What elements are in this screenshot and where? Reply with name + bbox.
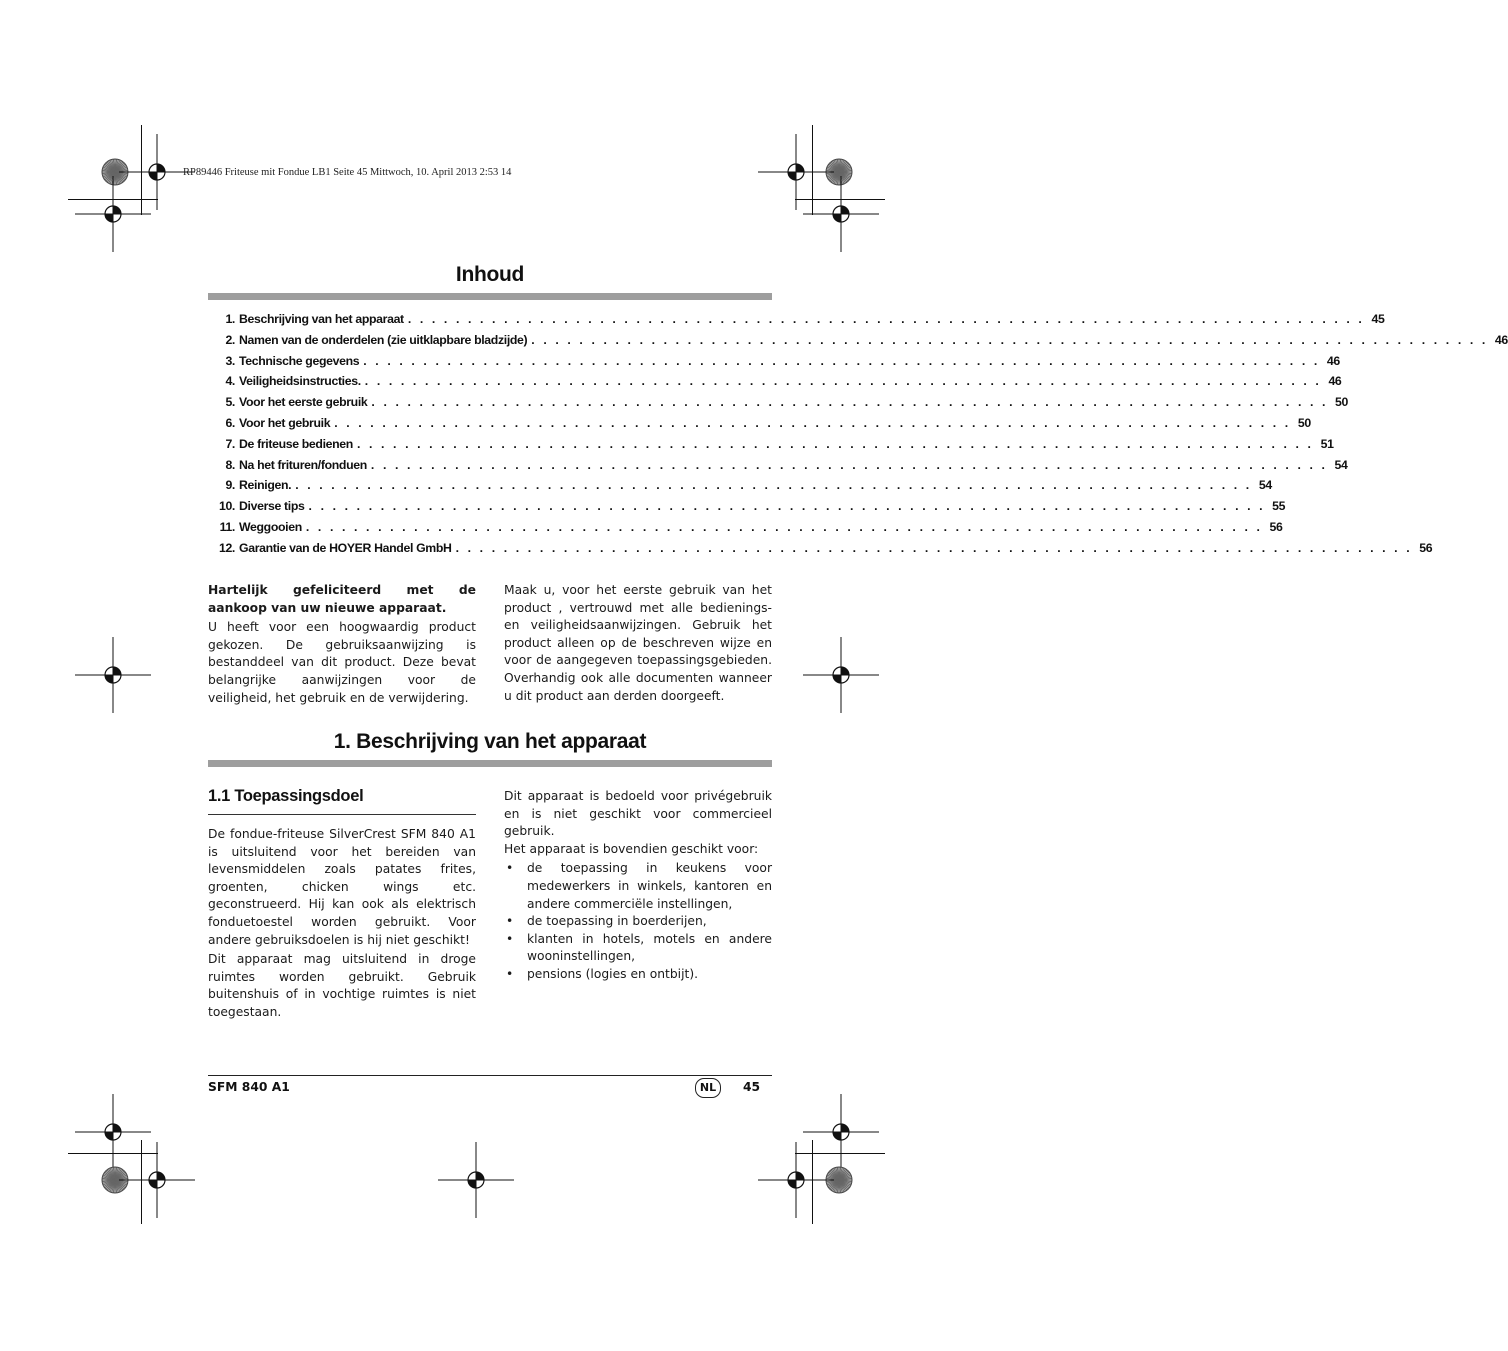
list-item [504, 966, 772, 984]
list-item [504, 860, 772, 913]
toc-leader-dots: . . . . . . . . . . . . . . . . . . . . . . . . . . . . . . . . . . . . . . . . . . . . . . . . . . . . . . . . . . . . . . . . . . . . . . . . . . . . . . . . [356, 436, 1314, 451]
toc-title-rule [208, 293, 772, 300]
toc-entry-number: 8. [225, 457, 235, 472]
toc-leader-dots: . . . . . . . . . . . . . . . . . . . . . . . . . . . . . . . . . . . . . . . . . . . . . . . . . . . . . . . . . . . . . . . . . . . . . . . . . . . . . . . . [334, 415, 1291, 430]
toc-entry-title: Veiligheidsinstructies. [239, 374, 361, 389]
page-number: 45 [743, 1080, 761, 1094]
toc-entry [208, 499, 1286, 520]
bullet-icon: • [506, 966, 514, 981]
subsection-rule [208, 814, 476, 815]
registration-crosshair-icon [73, 635, 153, 715]
toc-entry-page: 45 [1371, 312, 1385, 326]
toc-entry-title: Voor het gebruik [239, 415, 331, 430]
list-item [504, 931, 772, 966]
toc-entry-page: 46 [1328, 374, 1342, 389]
footer-rule [208, 1075, 772, 1076]
toc-entry [208, 540, 1433, 562]
toc-entry [208, 374, 1342, 395]
toc-entry [208, 395, 1349, 416]
toc-entry [208, 436, 1334, 458]
toc-entry-number: 6. [225, 415, 235, 430]
crop-mark [795, 199, 885, 200]
intro-right-column [504, 582, 772, 707]
paragraph: Dit apparaat is bedoeld voor privégebruik en is niet geschikt voor commercieel gebruik. [504, 789, 772, 839]
intro-left-text: U heeft voor een hoogwaardig product gekozen. De gebruiksaanwijzing is bestanddeel van dit product. Deze bevat belangrijke aanwijzingen voor de veiligheid, het gebruik en de verwijdering. [208, 620, 476, 705]
toc-entry-title: Technische gegevens [239, 353, 360, 368]
toc-entry-number: 3. [225, 353, 235, 368]
toc-entry-page: 56 [1269, 519, 1283, 534]
bullet-icon: • [506, 931, 514, 946]
toc-entry [208, 312, 1385, 333]
registration-crosshair-icon [436, 1140, 516, 1220]
list-item-text: klanten in hotels, motels en andere wooninstellingen, [527, 931, 772, 964]
crop-mark [68, 1153, 158, 1154]
toc-entry-number: 2. [225, 332, 235, 347]
section-title-rule [208, 760, 772, 767]
toc-leader-dots: . . . . . . . . . . . . . . . . . . . . . . . . . . . . . . . . . . . . . . . . . . . . . . . . . . . . . . . . . . . . . . . . . . . . . . . . . . . . . . . . [305, 519, 1263, 534]
bullet-list [504, 860, 772, 983]
crop-mark [795, 1153, 885, 1154]
toc-entry-title: Reinigen. [239, 478, 292, 493]
toc-entry-number: 7. [225, 436, 235, 451]
toc-leader-dots: . . . . . . . . . . . . . . . . . . . . . . . . . . . . . . . . . . . . . . . . . . . . . . . . . . . . . . . . . . . . . . . . . . . . . . . . . . . . . . . . [295, 478, 1252, 493]
toc-entry [208, 478, 1272, 499]
registration-crosshair-icon [801, 174, 881, 254]
toc-entry-page: 50 [1335, 395, 1349, 410]
toc-entry [208, 457, 1348, 479]
paragraph: Dit apparaat mag uitsluitend in droge ruimtes worden gebruikt. Gebruik buitenshuis of in vochtige ruimtes is niet toegestaan. [208, 952, 476, 1019]
toc-entry-title: Voor het eerste gebruik [239, 395, 368, 410]
toc-entry [208, 332, 1508, 354]
table-of-contents [208, 312, 1508, 562]
registration-crosshair-icon [801, 635, 881, 715]
intro-heading: Hartelijk gefeliciteerd met de aankoop van uw nieuwe apparaat. [208, 583, 476, 615]
toc-entry-page: 54 [1258, 478, 1272, 493]
toc-entry-title: Beschrijving van het apparaat [239, 312, 404, 326]
language-badge: NL [695, 1078, 721, 1098]
list-item-text: pensions (logies en ontbijt). [527, 966, 699, 981]
paragraph: De fondue-friteuse SilverCrest SFM 840 A1 is uitsluitend voor het bereiden van levensmiddelen zoals patates frites, groenten, chicken wings etc. geconstrueerd. Hij kan ook als elektrisch fonduetoestel worden gebruikt. Voor andere gebruiksdoelen is hij niet geschikt! [208, 827, 476, 947]
crop-mark [68, 199, 158, 200]
toc-entry-page: 54 [1334, 457, 1348, 472]
toc-entry-number: 10. [218, 499, 235, 514]
bullet-icon: • [506, 914, 514, 929]
toc-entry-number: 1. [225, 312, 235, 326]
footer-model: SFM 840 A1 [208, 1080, 290, 1094]
list-item-text: de toepassing in keukens voor medewerkers in winkels, kantoren en andere commerciële instellingen, [527, 861, 772, 911]
toc-entry [208, 519, 1283, 541]
crop-mark [812, 125, 813, 215]
toc-entry-page: 51 [1320, 436, 1334, 451]
toc-entry-title: Na het frituren/fonduen [239, 457, 367, 472]
toc-entry-number: 12. [218, 540, 235, 555]
section-left-column [208, 826, 476, 1024]
toc-leader-dots: . . . . . . . . . . . . . . . . . . . . . . . . . . . . . . . . . . . . . . . . . . . . . . . . . . . . . . . . . . . . . . . . . . . . . . . . . . . . . . . . [370, 457, 1328, 472]
crop-mark [141, 125, 142, 215]
toc-entry-number: 9. [225, 478, 235, 493]
bullet-icon: • [506, 861, 514, 876]
toc-leader-dots: . . . . . . . . . . . . . . . . . . . . . . . . . . . . . . . . . . . . . . . . . . . . . . . . . . . . . . . . . . . . . . . . . . . . . . . . . . . . . . . . [371, 395, 1329, 410]
toc-entry-title: De friteuse bedienen [239, 436, 353, 451]
paragraph: Het apparaat is bovendien geschikt voor: [504, 841, 759, 856]
toc-entry-title: Namen van de onderdelen (zie uitklapbare bladzijde) [239, 332, 528, 347]
toc-leader-dots: . . . . . . . . . . . . . . . . . . . . . . . . . . . . . . . . . . . . . . . . . . . . . . . . . . . . . . . . . . . . . . . . . . . . . . . . . . . . . . . . [455, 540, 1413, 555]
toc-entry-number: 5. [225, 395, 235, 410]
toc-entry-page: 56 [1419, 540, 1433, 555]
registration-crosshair-icon [117, 1140, 197, 1220]
toc-title: Inhoud [455, 263, 525, 286]
list-item [504, 913, 772, 931]
toc-entry-title: Garantie van de HOYER Handel GmbH [239, 540, 452, 555]
toc-leader-dots: . . . . . . . . . . . . . . . . . . . . . . . . . . . . . . . . . . . . . . . . . . . . . . . . . . . . . . . . . . . . . . . . . . . . . . . . . . . . . . . . [363, 353, 1320, 368]
toc-entry-page: 46 [1494, 332, 1508, 347]
print-info-line: RP89446 Friteuse mit Fondue LB1 Seite 45 Mittwoch, 10. April 2013 2:53 14 [183, 167, 512, 178]
toc-entry [208, 353, 1340, 375]
toc-entry-title: Diverse tips [239, 499, 305, 514]
toc-entry-title: Weggooien [239, 519, 302, 534]
list-item-text: de toepassing in boerderijen, [527, 914, 707, 929]
toc-leader-dots: . . . . . . . . . . . . . . . . . . . . . . . . . . . . . . . . . . . . . . . . . . . . . . . . . . . . . . . . . . . . . . . . . . . . . . . . . . . . . . . . [531, 332, 1488, 347]
section-title: 1. Beschrijving van het apparaat [333, 730, 647, 753]
section-right-column [504, 788, 772, 984]
toc-entry-number: 11. [219, 519, 235, 534]
toc-leader-dots: . . . . . . . . . . . . . . . . . . . . . . . . . . . . . . . . . . . . . . . . . . . . . . . . . . . . . . . . . . . . . . . . . . . . . . . . . . . . . . . . [308, 499, 1266, 514]
subsection-title: 1.1 Toepassingsdoel [208, 787, 364, 805]
intro-right-text: Maak u, voor het eerste gebruik van het product , vertrouwd met alle bedienings- en veiligheidsaanwijzingen. Gebruik het product alleen op de beschreven wijze en voor de aangegeven toepassingsgebieden. Overhandig ook alle documenten wanneer u dit product aan derden doorgeeft. [504, 583, 772, 703]
toc-entry-number: 4. [225, 374, 235, 389]
toc-entry-page: 46 [1326, 353, 1340, 368]
toc-leader-dots: . . . . . . . . . . . . . . . . . . . . . . . . . . . . . . . . . . . . . . . . . . . . . . . . . . . . . . . . . . . . . . . . . . . . . . . . . . . . . . . . [364, 374, 1322, 389]
toc-entry-page: 50 [1297, 415, 1311, 430]
toc-leader-dots: . . . . . . . . . . . . . . . . . . . . . . . . . . . . . . . . . . . . . . . . . . . . . . . . . . . . . . . . . . . . . . . . . . . . . . . . . . . . . . . . [407, 312, 1365, 326]
toc-entry-page: 55 [1272, 499, 1286, 514]
toc-entry [208, 415, 1311, 437]
intro-left-column [208, 582, 476, 709]
registration-crosshair-icon [756, 1140, 836, 1220]
